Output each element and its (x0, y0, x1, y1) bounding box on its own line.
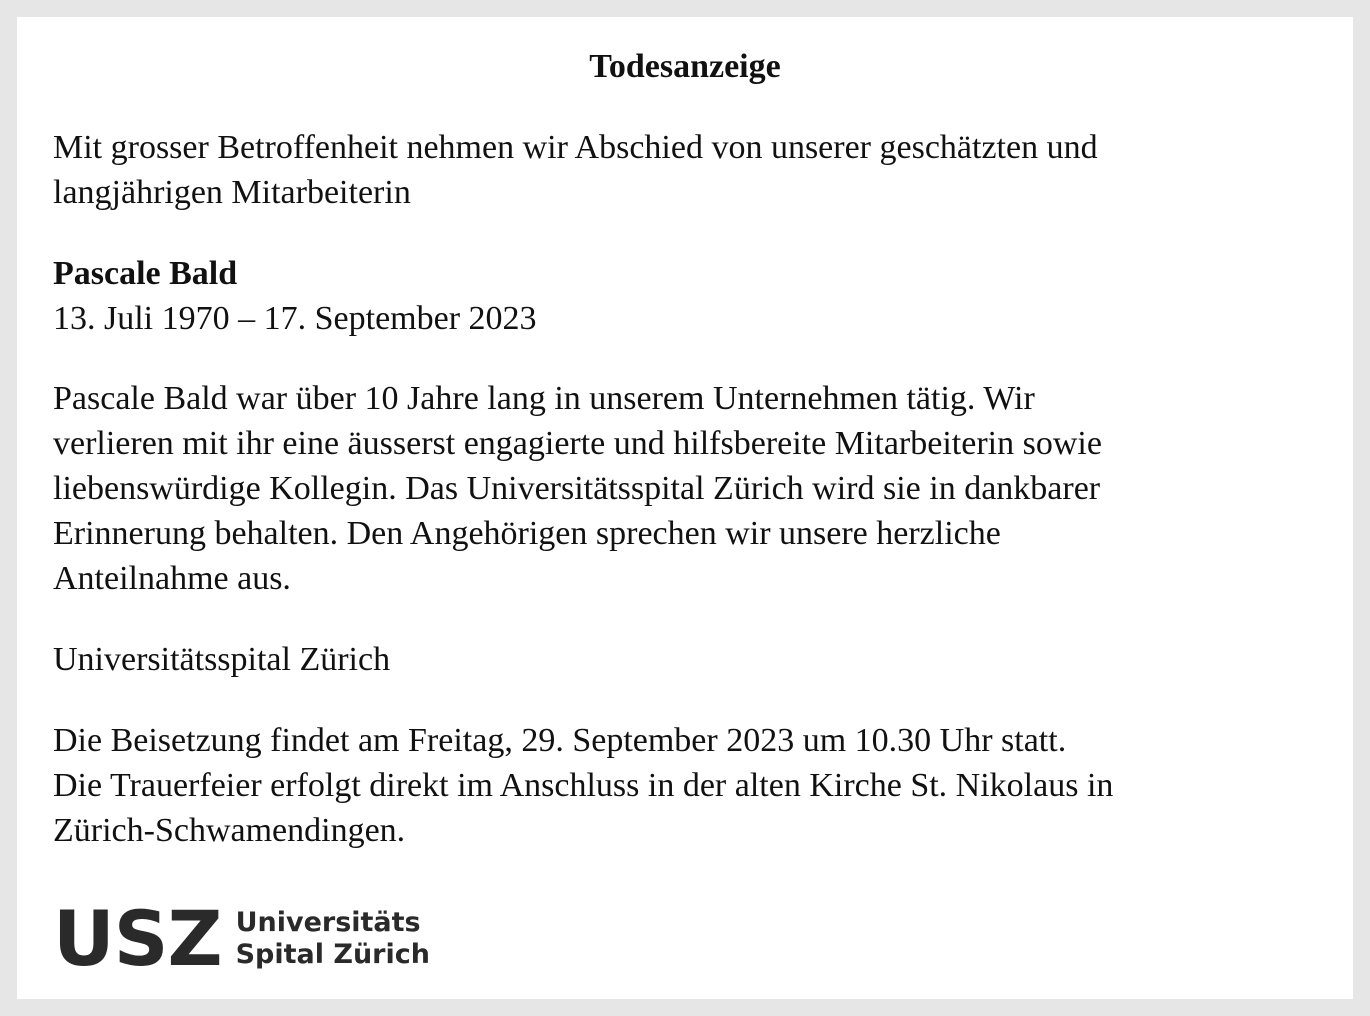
funeral-paragraph (53, 718, 1313, 853)
logo-line: Universitäts (235, 907, 421, 938)
tribute-line: Pascale Bald war über 10 Jahre lang in unserem Unternehmen tätig. Wir (53, 380, 1035, 417)
tribute-line: verlieren mit ihr eine äusserst engagierte und hilfsbereite Mitarbeiterin sowie (53, 425, 1102, 462)
deceased-block (53, 251, 1313, 341)
intro-line: langjährigen Mitarbeiterin (53, 174, 411, 211)
funeral-line: Die Trauerfeier erfolgt direkt im Anschluss in der alten Kirche St. Nikolaus in (53, 767, 1114, 804)
obituary-card (17, 17, 1353, 999)
funeral-line: Die Beisetzung findet am Freitag, 29. September 2023 um 10.30 Uhr statt. (53, 722, 1067, 759)
logo-line: Spital Zürich (235, 939, 430, 970)
intro-paragraph (53, 125, 1313, 215)
intro-line: Mit grosser Betroffenheit nehmen wir Abschied von unserer geschätzten und (53, 129, 1098, 166)
tribute-line: Anteilnahme aus. (53, 560, 291, 597)
signature: Universitätsspital Zürich (53, 641, 391, 678)
page-title: Todesanzeige (589, 48, 781, 85)
funeral-line: Zürich-Schwamendingen. (53, 812, 406, 849)
obituary-content (53, 17, 1313, 853)
tribute-line: liebenswürdige Kollegin. Das Universitätsspital Zürich wird sie in dankbarer (53, 470, 1101, 507)
tribute-line: Erinnerung behalten. Den Angehörigen sprechen wir unsere herzliche (53, 515, 1001, 552)
usz-logo (53, 894, 430, 983)
logo-mark: USZ (53, 894, 222, 983)
life-dates: 13. Juli 1970 – 17. September 2023 (53, 300, 537, 337)
deceased-name: Pascale Bald (53, 255, 238, 292)
tribute-paragraph (53, 376, 1313, 601)
logo-wordmark (236, 907, 430, 971)
